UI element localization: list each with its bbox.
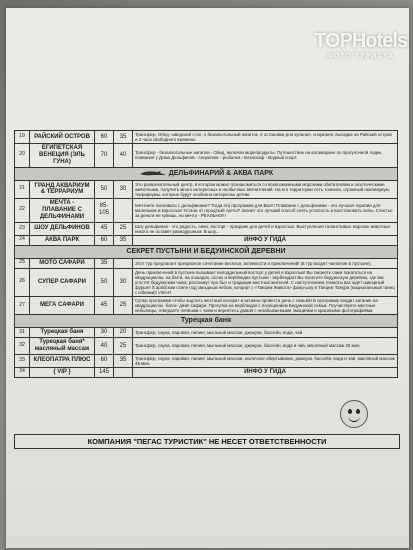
row-number: 21 [15,180,30,198]
row-number: 34 [15,368,30,378]
excursion-name: { VIP } [30,368,95,378]
excursion-name: СУПЕР САФАРИ [30,268,95,296]
smiley-icon [340,400,368,428]
adult-price: 85-105 [95,199,114,223]
disclaimer-footer: КОМПАНИЯ "ПЕГАС ТУРИСТИК" НЕ НЕСЕТ ОТВЕТСТВЕННОСТИ [14,434,400,449]
child-price: 30 [114,180,133,198]
adult-price: 70 [95,144,114,168]
row-number: 24 [15,235,30,245]
adult-price: 30 [95,328,114,338]
watermark [314,30,407,60]
excursion-name: ГРАНД АКВАРИУМ & ТЕРРАРИУМ [30,180,95,198]
table-row [15,368,398,378]
row-number: 31 [15,328,30,338]
child-price [114,199,133,223]
adult-price: 45 [95,296,114,314]
row-number: 23 [15,222,30,235]
section-title: СЕКРЕТ ПУСТЫНИ И БЕДУИНСКОЙ ДЕРЕВНИ [15,245,398,258]
table-row [15,235,398,245]
excursion-name: Турецкая баня* масляный массаж [30,338,95,355]
row-number: 32 [15,338,30,355]
excursion-description: Трансфер, Обед- шведский стол, 1 безалкогольный напиток, 2 остановки для купания, снорклинг, высадка на Райский остров и 3 часа свободного времени. [133,131,398,144]
excursion-name: МЕГА САФАРИ [30,296,95,314]
section-title: ДЕЛЬФИНАРИЙ & АКВА ПАРК [15,167,398,180]
excursion-description: Этот тур предлагает прекрасное сочетание веселья, активности и приключений! (в тур входят чаепитие в пустыне). [133,258,398,268]
adult-price: 50 [95,268,114,296]
child-price: 35 [114,354,133,367]
excursion-description: Супер программа чтобы ощутить местный колорит и активно провести день с семьёй! В программу входит катание на квадроциклах -багги- джип сафари. Прогулка на верблюдах с посещением Бедуинской семьи. Поучаствуете местные небылицы, отведаете лепешки с чаем и вернётесь домой с незабываемыми эмоциями и красивыми фотографиями. [133,296,398,314]
excursion-description: Это развлекательный центр, в котором можно познакомиться со всевозможными морскими обитателями и экзотическими животными, получить много интересных и необычных впечатлений. На его территории есть тоннели, огромный океанариум, террариумы, которые будут особенно интересны детям. [133,180,398,198]
row-number: 27 [15,296,30,314]
child-price: 25 [114,222,133,235]
child-price: 25 [114,338,133,355]
adult-price: 35 [95,258,114,268]
info-note: ИНФО У ГИДА [133,368,398,378]
child-price: 25 [114,296,133,314]
table-row [15,258,398,268]
adult-price: 145 [95,368,114,378]
excursion-name: ЕГИПЕТСКАЯ ВЕНЕЦИЯ (ЭЛЬ ГУНА) [30,144,95,168]
excursion-name: ШОУ ДЕЛЬФИНОВ [30,222,95,235]
table-row [15,328,398,338]
adult-price: 60 [95,131,114,144]
excursions-table [14,130,398,378]
excursion-description: Трансфер - безалкогольные напитки - Обед, включая морепродукты. Путешествие на катамаране по прогулочной лодке, плавание у Дома Дельфинов - снорклинг - рыбалка - Батискаф - Водный спорт. [133,144,398,168]
section-header-row [15,167,398,180]
excursion-name: МЕЧТА - ПЛАВАНИЕ С ДЕЛЬФИНАМИ [30,199,95,223]
child-price: 35 [114,131,133,144]
excursion-description: Трансфер, сауна, паровая, пилинг, мыльный массаж, джакузи, бассейн, вода, чай [133,328,398,338]
row-number: 33 [15,354,30,367]
table-row [15,199,398,223]
watermark-brand: TOPHotels [314,30,407,52]
adult-price: 60 [95,235,114,245]
excursion-name: МОТО САФАРИ [30,258,95,268]
adult-price: 50 [95,180,114,198]
excursion-description: Трансфер, сауна, паровая, пилинг, мыльный массаж, джакузи, бассейн, вода и чай, масляный массаж 45 мин. [133,338,398,355]
excursion-description: Трансфер, сауна, паровая, пилинг, мыльный массаж, молочное обертывание, джакузи, бассейн, вода и чай, масляный массаж 45 мин. [133,354,398,367]
adult-price: 60 [95,354,114,367]
table-row [15,144,398,168]
watermark-sub: ФОТО ТУРИСТА [327,53,395,60]
row-number: 22 [15,199,30,223]
excursion-name: КЛЕОПАТРА ПЛЮС [30,354,95,367]
child-price: 40 [114,144,133,168]
excursion-description: День приключений в пустыне вызывает неподдельный восторг у детей и взрослых! Вы сможете сами покататься на квадроциклах, на багги, на лошадях, ослах и верблюдах пустыни - верблюдах! Вы посетите бедуинскую деревню, где вас угостят бедуинским чаем, расскажут про быт и традиции местных жителей. С наступлением темноты вас ждёт шикарный фуршет в арабском стиле под звездным небом, концерт с «Танцем Живота» фаер-шоу и Танцем Танура (национальный танец с юбками)! УЖАЛ [133,268,398,296]
section-title: Турецкая баня [15,315,398,328]
excursion-name: РАЙСКИЙ ОСТРОВ [30,131,95,144]
child-price [114,258,133,268]
table-row [15,222,398,235]
row-number: 19 [15,131,30,144]
dolphin-icon [139,170,167,176]
table-row [15,180,398,198]
excursion-name: АКВА ПАРК [30,235,95,245]
row-number: 20 [15,144,30,168]
table-row [15,338,398,355]
row-number: 25 [15,258,30,268]
section-header-row [15,315,398,328]
table-row [15,268,398,296]
excursion-description: Мечтаете поплавать с дельфинами? Тогда эта программа для Вас!!! Плавание с дельфинами - это лучшая терапия для маленьких и взрослых! Устали от городской суеты? Значит это лучший способ снять усталость и восстановить силы. Счастье за деньги не купишь, но мечту - РЕАЛЬНО!!! [133,199,398,223]
section-header-row [15,245,398,258]
excursion-name: Турецкая баня [30,328,95,338]
child-price: 30 [114,268,133,296]
child-price: 20 [114,328,133,338]
table-row [15,296,398,314]
row-number: 26 [15,268,30,296]
adult-price: 40 [95,338,114,355]
excursion-description: Шоу дельфинов - это радость, смех, восторг - праздник для детей и взрослых. Выступления талантливых морских животных никого не оставят равнодушным. В шоу... [133,222,398,235]
child-price: 35 [114,235,133,245]
table-row [15,131,398,144]
adult-price: 45 [95,222,114,235]
info-note: ИНФО У ГИДА [133,235,398,245]
child-price [114,368,133,378]
table-row [15,354,398,367]
